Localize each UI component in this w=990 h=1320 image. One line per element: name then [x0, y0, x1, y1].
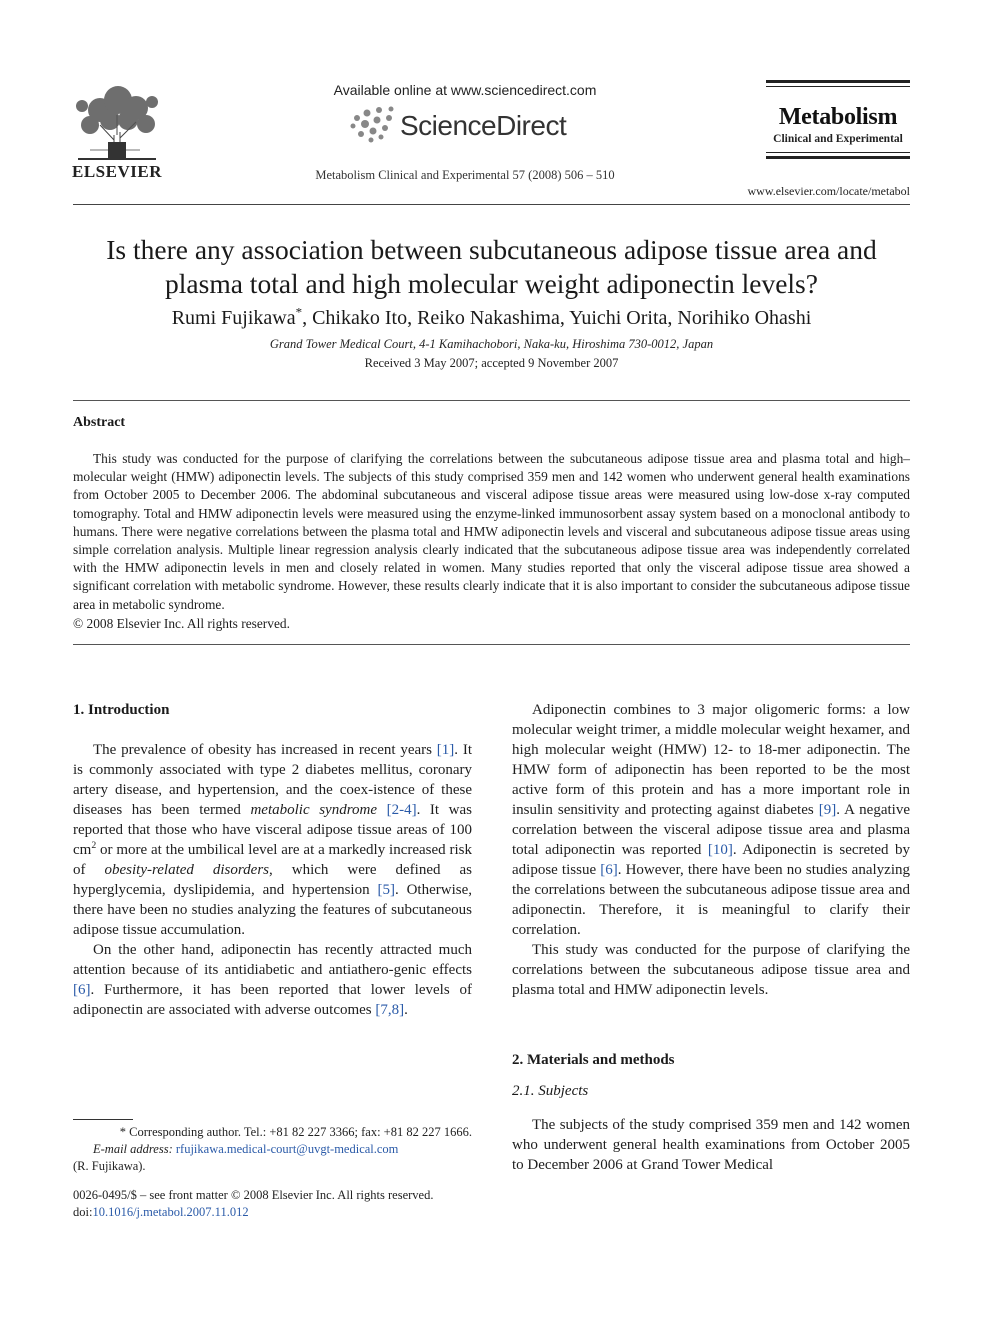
ref-link[interactable]: [2-4]: [386, 802, 417, 818]
affiliation: Grand Tower Medical Court, 4-1 Kamihachobori, Naka-ku, Hiroshima 730-0012, Japan: [269, 337, 714, 351]
abstract-copyright: © 2008 Elsevier Inc. All rights reserved.: [73, 616, 290, 631]
right-column: [512, 700, 910, 1000]
corresponding-author-mark[interactable]: *: [295, 304, 303, 320]
publisher-name: ELSEVIER: [72, 162, 162, 181]
ref-link[interactable]: [1]: [436, 742, 455, 758]
ref-link[interactable]: [10]: [707, 842, 733, 858]
doi-line: [73, 1204, 249, 1221]
author-rest: , Chikako Ito, Reiko Nakashima, Yuichi Orita, Norihiko Ohashi: [302, 307, 812, 329]
sciencedirect-wordmark: ScienceDirect: [400, 110, 567, 141]
methods-heading: 2. Materials and methods: [512, 1052, 675, 1068]
intro-paragraph-4: This study was conducted for the purpose of clarifying the correlations between the subcutaneous adipose tissue area and plasma total and HMW adiponectin levels.: [512, 942, 910, 998]
ref-link[interactable]: [5]: [377, 882, 395, 898]
email-label: E-mail address:: [93, 1142, 176, 1156]
journal-logo-rule: [766, 86, 910, 87]
journal-url-link[interactable]: www.elsevier.com/locate/metabol: [747, 184, 910, 198]
ref-link[interactable]: [7,8]: [375, 1002, 405, 1018]
text-run: or more at the umbilical level are at a markedly increased risk of: [73, 842, 472, 878]
email-link[interactable]: rfujikawa.medical-court@uvgt-medical.com: [175, 1142, 399, 1156]
footnote-rule: [73, 1119, 133, 1120]
superscript: 2: [91, 840, 97, 851]
text-run: . Furthermore, it has been reported that lower levels of adiponectin are associated with adverse outcomes: [73, 982, 472, 1018]
abstract-top-rule: [73, 400, 910, 401]
subjects-subheading: 2.1. Subjects: [512, 1083, 589, 1099]
emphasis-term: obesity-related disorders: [104, 862, 270, 878]
emphasis-term: metabolic syndrome: [250, 802, 377, 818]
journal-logo-subtitle: Clinical and Experimental: [773, 133, 903, 145]
methods-column: [512, 1115, 910, 1175]
text-run: On the other hand, adiponectin has recently attracted much attention because of its antidiabetic and antiathero-genic effects: [73, 942, 472, 978]
text-run: .: [404, 1002, 408, 1018]
text-run: Adiponectin combines to 3 major oligomeric forms: a low molecular weight trimer, a middle molecular weight hexamer, and high molecular weight (HMW) 12- to 18-mer adiponectin. The HMW form of adiponectin has been reported to be the most active form of this protein and has a more important role in insulin sensitivity and protecting against diabetes: [512, 702, 910, 818]
corresponding-author-footnote: * Corresponding author. Tel.: +81 82 227 3366; fax: +81 82 227 1666.: [119, 1125, 472, 1139]
left-column: [73, 740, 472, 1020]
received-dates: Received 3 May 2007; accepted 9 November 2007: [364, 356, 619, 370]
text-run: . However, there have been no studies analyzing the correlations between the subcutaneous adipose tissue area and adiponectin. Therefore, it is meaningful to clarify their correlation.: [512, 862, 910, 938]
author-list: [73, 304, 910, 330]
journal-logo-rule: [766, 80, 910, 83]
abstract-bottom-rule: [73, 644, 910, 645]
journal-logo-rule: [766, 156, 910, 159]
intro-paragraph-1: [73, 740, 472, 940]
article-title: Is there any association between subcutaneous adipose tissue area and plasma total and high molecular weight adiponectin levels?: [106, 234, 877, 299]
text-run: The prevalence of obesity has increased in recent years: [93, 742, 437, 758]
text-run: [377, 802, 387, 818]
journal-citation: Metabolism Clinical and Experimental 57 (2008) 506 – 510: [315, 168, 615, 182]
front-matter-notice: 0026-0495/$ – see front matter © 2008 Elsevier Inc. All rights reserved.: [73, 1188, 434, 1202]
ref-link[interactable]: [6]: [600, 862, 618, 878]
header-divider: [73, 204, 910, 205]
intro-paragraph-2: [73, 940, 472, 1020]
available-online-text[interactable]: Available online at www.sciencedirect.com: [333, 82, 597, 98]
doi-label: doi:: [73, 1205, 93, 1219]
doi-link[interactable]: 10.1016/j.metabol.2007.11.012: [92, 1205, 249, 1219]
author-first: Rumi Fujikawa: [171, 307, 296, 329]
text-run: . It is commonly associated with type 2 diabetes mellitus, coronary artery disease, and hypertension, and the coex-istence of these diseases has been termed: [73, 742, 472, 818]
ref-link[interactable]: [6]: [73, 982, 91, 998]
text-run: . Otherwise, there have been no studies analyzing the features of subcutaneous adipose tissue accumulation.: [73, 882, 472, 938]
intro-paragraph-3: [512, 700, 910, 940]
introduction-heading: 1. Introduction: [73, 702, 170, 718]
journal-logo-rule: [766, 152, 910, 153]
abstract-heading: Abstract: [73, 415, 126, 430]
email-footnote: [93, 1141, 398, 1158]
methods-paragraph-1: The subjects of the study comprised 359 men and 142 women who underwent general health examinations from October 2005 to December 2006 at Grand Tower Medical: [512, 1117, 910, 1173]
ref-link[interactable]: [9]: [818, 802, 837, 818]
text-run: . It was reported that those who have visceral adipose tissue areas of 100 cm: [73, 802, 472, 858]
text-run: . A negative correlation between the visceral adipose tissue area and plasma total adiponectin was reported: [512, 802, 910, 858]
journal-logo-title: Metabolism: [778, 104, 898, 130]
abstract-paragraph: This study was conducted for the purpose of clarifying the correlations between the subcutaneous adipose tissue area and plasma total and high–molecular weight (HMW) adiponectin levels. The subjects of this study comprised 359 men and 142 women who underwent general health examinations from October 2005 to December 2006. The abdominal subcutaneous and visceral adipose tissue areas were measured using low-dose x-ray computed tomography. Total and HMW adiponectin levels were measured using the enzyme-linked immunosorbent assay system based on a monoclonal antibody to humans. There were negative correlations between the plasma total and HMW adiponectin levels and visceral and subcutaneous adipose tissue areas using simple correlation analysis. Multiple linear regression analysis clearly indicated that the subcutaneous adipose tissue area was independently correlated with the HMW adiponectin levels in men and closely related in women. Many studies reported that only the visceral adipose tissue area showed a significant correlation with metabolic syndrome. However, these results clearly indicate that it is also important to consider the subcutaneous adipose tissue area in metabolic syndrome.: [73, 451, 910, 612]
email-owner: (R. Fujikawa).: [73, 1159, 146, 1173]
text-run: , which were defined as hyperglycemia, dyslipidemia, and hypertension: [73, 862, 472, 898]
abstract-body: [73, 450, 910, 614]
text-run: . Adiponectin is secreted by adipose tissue: [512, 842, 910, 878]
